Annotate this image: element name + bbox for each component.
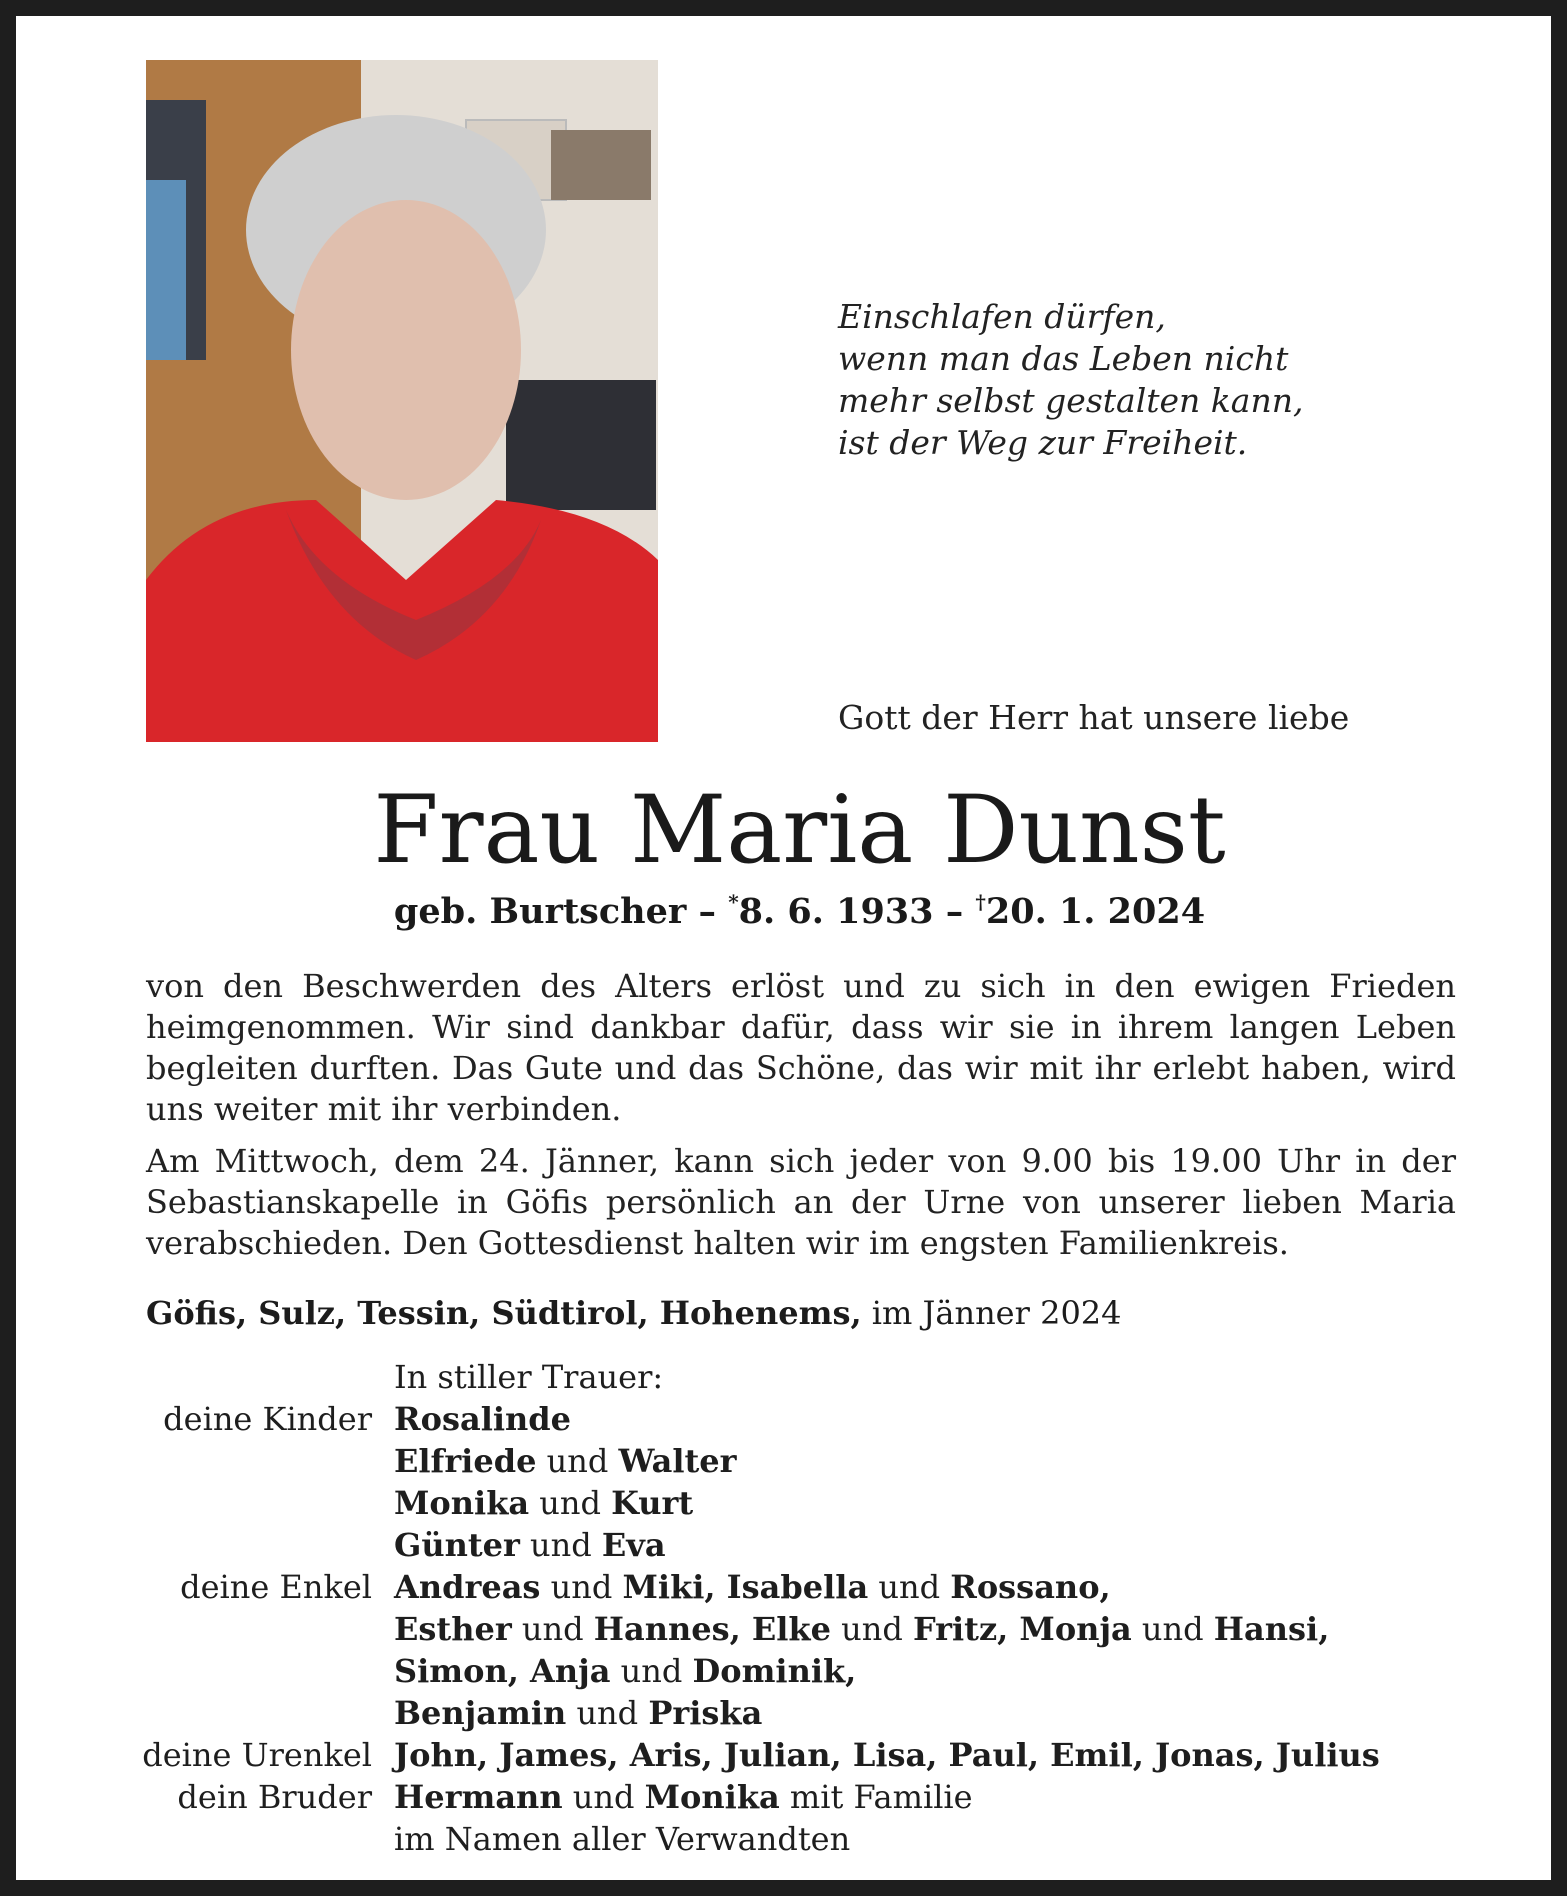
mourner-row bbox=[126, 1398, 1526, 1440]
mourner-names bbox=[394, 1566, 1111, 1608]
connector-text: und bbox=[536, 1442, 619, 1480]
mourner-row bbox=[126, 1818, 1526, 1860]
mourner-row bbox=[126, 1650, 1526, 1692]
mourner-name: John, James, Aris, Julian, Lisa, Paul, Emil, Jonas, Julius bbox=[394, 1736, 1380, 1774]
born-name: geb. Burtscher bbox=[393, 891, 687, 932]
connector-text: und bbox=[519, 1526, 602, 1564]
mourner-name: Kurt bbox=[611, 1484, 694, 1522]
relation-label: dein Bruder bbox=[177, 1778, 372, 1816]
locations: Göfis, Sulz, Tessin, Südtirol, Hohenems, bbox=[146, 1294, 862, 1332]
mourner-names bbox=[394, 1692, 762, 1734]
mourner-name: Monika bbox=[394, 1484, 530, 1522]
connector-text: mit Familie bbox=[779, 1778, 973, 1816]
date: im Jänner 2024 bbox=[871, 1294, 1122, 1332]
mourner-row bbox=[126, 1608, 1526, 1650]
mourner-name: Hannes, Elke bbox=[593, 1610, 831, 1648]
connector-text: und bbox=[566, 1694, 649, 1732]
mourner-name: Dominik, bbox=[692, 1652, 857, 1690]
mourner-name: Simon, Anja bbox=[394, 1652, 611, 1690]
mourner-row bbox=[126, 1692, 1526, 1734]
mourner-row bbox=[126, 1440, 1526, 1482]
mourner-name: Günter bbox=[394, 1526, 520, 1564]
mourner-row bbox=[126, 1734, 1526, 1776]
separator: – bbox=[698, 891, 716, 932]
connector-text: und bbox=[610, 1652, 693, 1690]
relation-label bbox=[126, 1692, 394, 1734]
mourning-heading-row bbox=[126, 1356, 1526, 1398]
mourner-names bbox=[394, 1440, 737, 1482]
mourner-names bbox=[394, 1776, 973, 1818]
connector-text: und bbox=[1131, 1610, 1214, 1648]
relation-label bbox=[126, 1608, 394, 1650]
relation-label: deine Urenkel bbox=[142, 1736, 372, 1774]
paragraph: Am Mittwoch, dem 24. Jänner, kann sich jeder von 9.00 bis 19.00 Uhr in der Sebastianskapelle in Göfis persönlich an der Urne von unserer lieben Maria verabschieden. Den Gottesdienst halten wir im engsten Familienkreis. bbox=[146, 1142, 1456, 1262]
mourner-name: Rossano, bbox=[950, 1568, 1111, 1606]
mourner-names bbox=[394, 1524, 666, 1566]
mourner-name: Walter bbox=[618, 1442, 737, 1480]
mourner-names bbox=[394, 1608, 1329, 1650]
mourner-name: Rosalinde bbox=[394, 1400, 571, 1438]
announcement-text bbox=[146, 966, 1456, 1275]
mourner-names bbox=[394, 1398, 571, 1440]
relation-label bbox=[126, 1482, 394, 1524]
portrait-photo bbox=[146, 60, 658, 742]
mourner-name: Elfriede bbox=[394, 1442, 537, 1480]
death-symbol: † bbox=[975, 890, 986, 914]
mourner-names bbox=[394, 1482, 693, 1524]
mourner-names bbox=[394, 1734, 1380, 1776]
connector-text: und bbox=[529, 1484, 612, 1522]
paragraph: von den Beschwerden des Alters erlöst und zu sich in den ewigen Frieden heimgenommen. Wir sind dankbar dafür, dass wir sie in ihrem langen Leben begleiten durften. Das Gute und das Schöne, das wir mit ihr erlebt haben, wird uns weiter mit ihr verbinden. bbox=[146, 967, 1456, 1128]
deceased-name: Frau Maria Dunst bbox=[373, 776, 1226, 885]
mourner-name: Priska bbox=[648, 1694, 763, 1732]
mourner-name: Esther bbox=[394, 1610, 512, 1648]
mourning-heading: In stiller Trauer: bbox=[394, 1358, 664, 1396]
mourner-row bbox=[126, 1776, 1526, 1818]
mourners-list bbox=[126, 1356, 1526, 1860]
connector-text: und bbox=[562, 1778, 645, 1816]
death-date: 20. 1. 2024 bbox=[985, 891, 1206, 932]
mourner-name: Miki, Isabella bbox=[622, 1568, 869, 1606]
birth-date: 8. 6. 1933 bbox=[738, 891, 934, 932]
mourner-name: Hansi, bbox=[1213, 1610, 1330, 1648]
connector-text: und bbox=[868, 1568, 951, 1606]
connector-text: und bbox=[540, 1568, 623, 1606]
mourner-name: Fritz, Monja bbox=[913, 1610, 1132, 1648]
life-dates bbox=[16, 890, 1567, 932]
motto-line: mehr selbst gestalten kann, bbox=[838, 381, 1304, 420]
separator: – bbox=[945, 891, 964, 932]
relation-label bbox=[126, 1524, 394, 1566]
mourner-row bbox=[126, 1524, 1526, 1566]
relation-label bbox=[126, 1818, 394, 1860]
connector-text: und bbox=[511, 1610, 594, 1648]
relation-label: deine Enkel bbox=[180, 1568, 372, 1606]
motto-line: Einschlafen dürfen, bbox=[838, 297, 1166, 336]
place-date-line bbox=[146, 1294, 1122, 1332]
motto-quote bbox=[838, 296, 1398, 464]
mourner-row bbox=[126, 1566, 1526, 1608]
intro-line: Gott der Herr hat unsere liebe bbox=[838, 698, 1350, 737]
connector-text: und bbox=[830, 1610, 913, 1648]
birth-symbol: * bbox=[728, 890, 739, 914]
connector-text: im Namen aller Verwandten bbox=[394, 1820, 851, 1858]
relation-label bbox=[126, 1440, 394, 1482]
mourner-name: Hermann bbox=[394, 1778, 563, 1816]
relation-label: deine Kinder bbox=[163, 1400, 372, 1438]
mourner-name: Benjamin bbox=[394, 1694, 567, 1732]
mourner-names bbox=[394, 1650, 856, 1692]
mourner-name: Monika bbox=[644, 1778, 780, 1816]
mourner-row bbox=[126, 1482, 1526, 1524]
motto-line: ist der Weg zur Freiheit. bbox=[838, 423, 1248, 462]
relation-label bbox=[126, 1650, 394, 1692]
mourner-names bbox=[394, 1818, 850, 1860]
motto-line: wenn man das Leben nicht bbox=[838, 339, 1289, 378]
mourner-name: Andreas bbox=[394, 1568, 541, 1606]
mourner-name: Eva bbox=[601, 1526, 666, 1564]
